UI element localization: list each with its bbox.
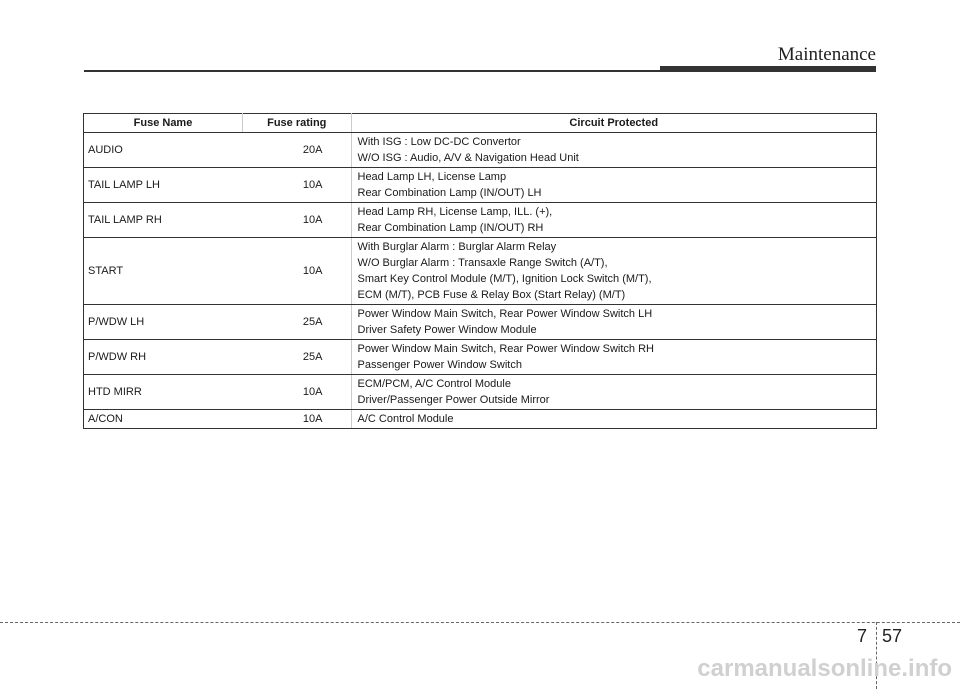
circuit-protected-cell [351, 305, 877, 340]
fuse-rating-cell: 10A [243, 410, 352, 429]
fuse-name-cell: HTD MIRR [84, 375, 243, 410]
fuse-rating-cell: 10A [243, 168, 352, 203]
fuse-name-cell: TAIL LAMP RH [84, 203, 243, 238]
circuit-protected-cell [351, 238, 877, 305]
circuit-line: Passenger Power Window Switch [357, 359, 522, 371]
fuse-rating-cell: 20A [243, 133, 352, 168]
circuit-line: Rear Combination Lamp (IN/OUT) LH [357, 187, 542, 199]
circuit-line: W/O Burglar Alarm : Transaxle Range Switch (A/T), [357, 257, 608, 269]
header-rule [84, 70, 660, 72]
fuse-rating-cell: 25A [243, 305, 352, 340]
circuit-line: Power Window Main Switch, Rear Power Window Switch LH [357, 308, 653, 320]
circuit-protected-cell [351, 168, 877, 203]
circuit-line: Rear Combination Lamp (IN/OUT) RH [357, 222, 544, 234]
circuit-protected-cell [351, 340, 877, 375]
fuse-name-cell: P/WDW LH [84, 305, 243, 340]
circuit-line: Head Lamp RH, License Lamp, ILL. (+), [357, 206, 553, 218]
fuse-table [83, 113, 877, 429]
circuit-protected-cell [351, 133, 877, 168]
header-fuse-name: Fuse Name [84, 114, 243, 133]
circuit-line: Head Lamp LH, License Lamp [357, 171, 507, 183]
table-row [84, 203, 877, 238]
fuse-rating-cell: 10A [243, 203, 352, 238]
header-rule-accent [660, 66, 876, 72]
fuse-rating-cell: 25A [243, 340, 352, 375]
fuse-name-cell: AUDIO [84, 133, 243, 168]
circuit-protected-cell [351, 375, 877, 410]
fuse-rating-cell: 10A [243, 238, 352, 305]
table-row [84, 340, 877, 375]
fuse-name-cell: A/CON [84, 410, 243, 429]
page-header-title: Maintenance [777, 44, 876, 65]
fuse-name-cell: P/WDW RH [84, 340, 243, 375]
footer-dashed-rule [0, 622, 960, 623]
circuit-line: With ISG : Low DC-DC Convertor [357, 136, 521, 148]
circuit-line: Driver/Passenger Power Outside Mirror [357, 394, 550, 406]
page-number: 57 [882, 626, 903, 646]
circuit-line: ECM/PCM, A/C Control Module [357, 378, 511, 390]
circuit-line: W/O ISG : Audio, A/V & Navigation Head Unit [357, 152, 579, 164]
table-header-row [84, 114, 877, 133]
circuit-line: Smart Key Control Module (M/T), Ignition Lock Switch (M/T), [357, 273, 652, 285]
fuse-name-cell: TAIL LAMP LH [84, 168, 243, 203]
header-fuse-rating: Fuse rating [243, 114, 352, 133]
fuse-name-cell: START [84, 238, 243, 305]
fuse-table-body [84, 133, 877, 429]
circuit-line: ECM (M/T), PCB Fuse & Relay Box (Start Relay) (M/T) [357, 289, 626, 301]
circuit-protected-cell [351, 410, 877, 429]
circuit-line: Driver Safety Power Window Module [357, 324, 537, 336]
table-row [84, 410, 877, 429]
chapter-number: 7 [857, 626, 868, 646]
table-row [84, 133, 877, 168]
fuse-rating-cell: 10A [243, 375, 352, 410]
header-circuit-protected: Circuit Protected [351, 114, 877, 133]
table-row [84, 168, 877, 203]
table-row [84, 238, 877, 305]
circuit-line: Power Window Main Switch, Rear Power Window Switch RH [357, 343, 654, 355]
table-row [84, 375, 877, 410]
circuit-protected-cell [351, 203, 877, 238]
table-row [84, 305, 877, 340]
circuit-line: With Burglar Alarm : Burglar Alarm Relay [357, 241, 557, 253]
watermark: carmanualsonline.info [697, 655, 952, 682]
circuit-line: A/C Control Module [357, 413, 454, 425]
